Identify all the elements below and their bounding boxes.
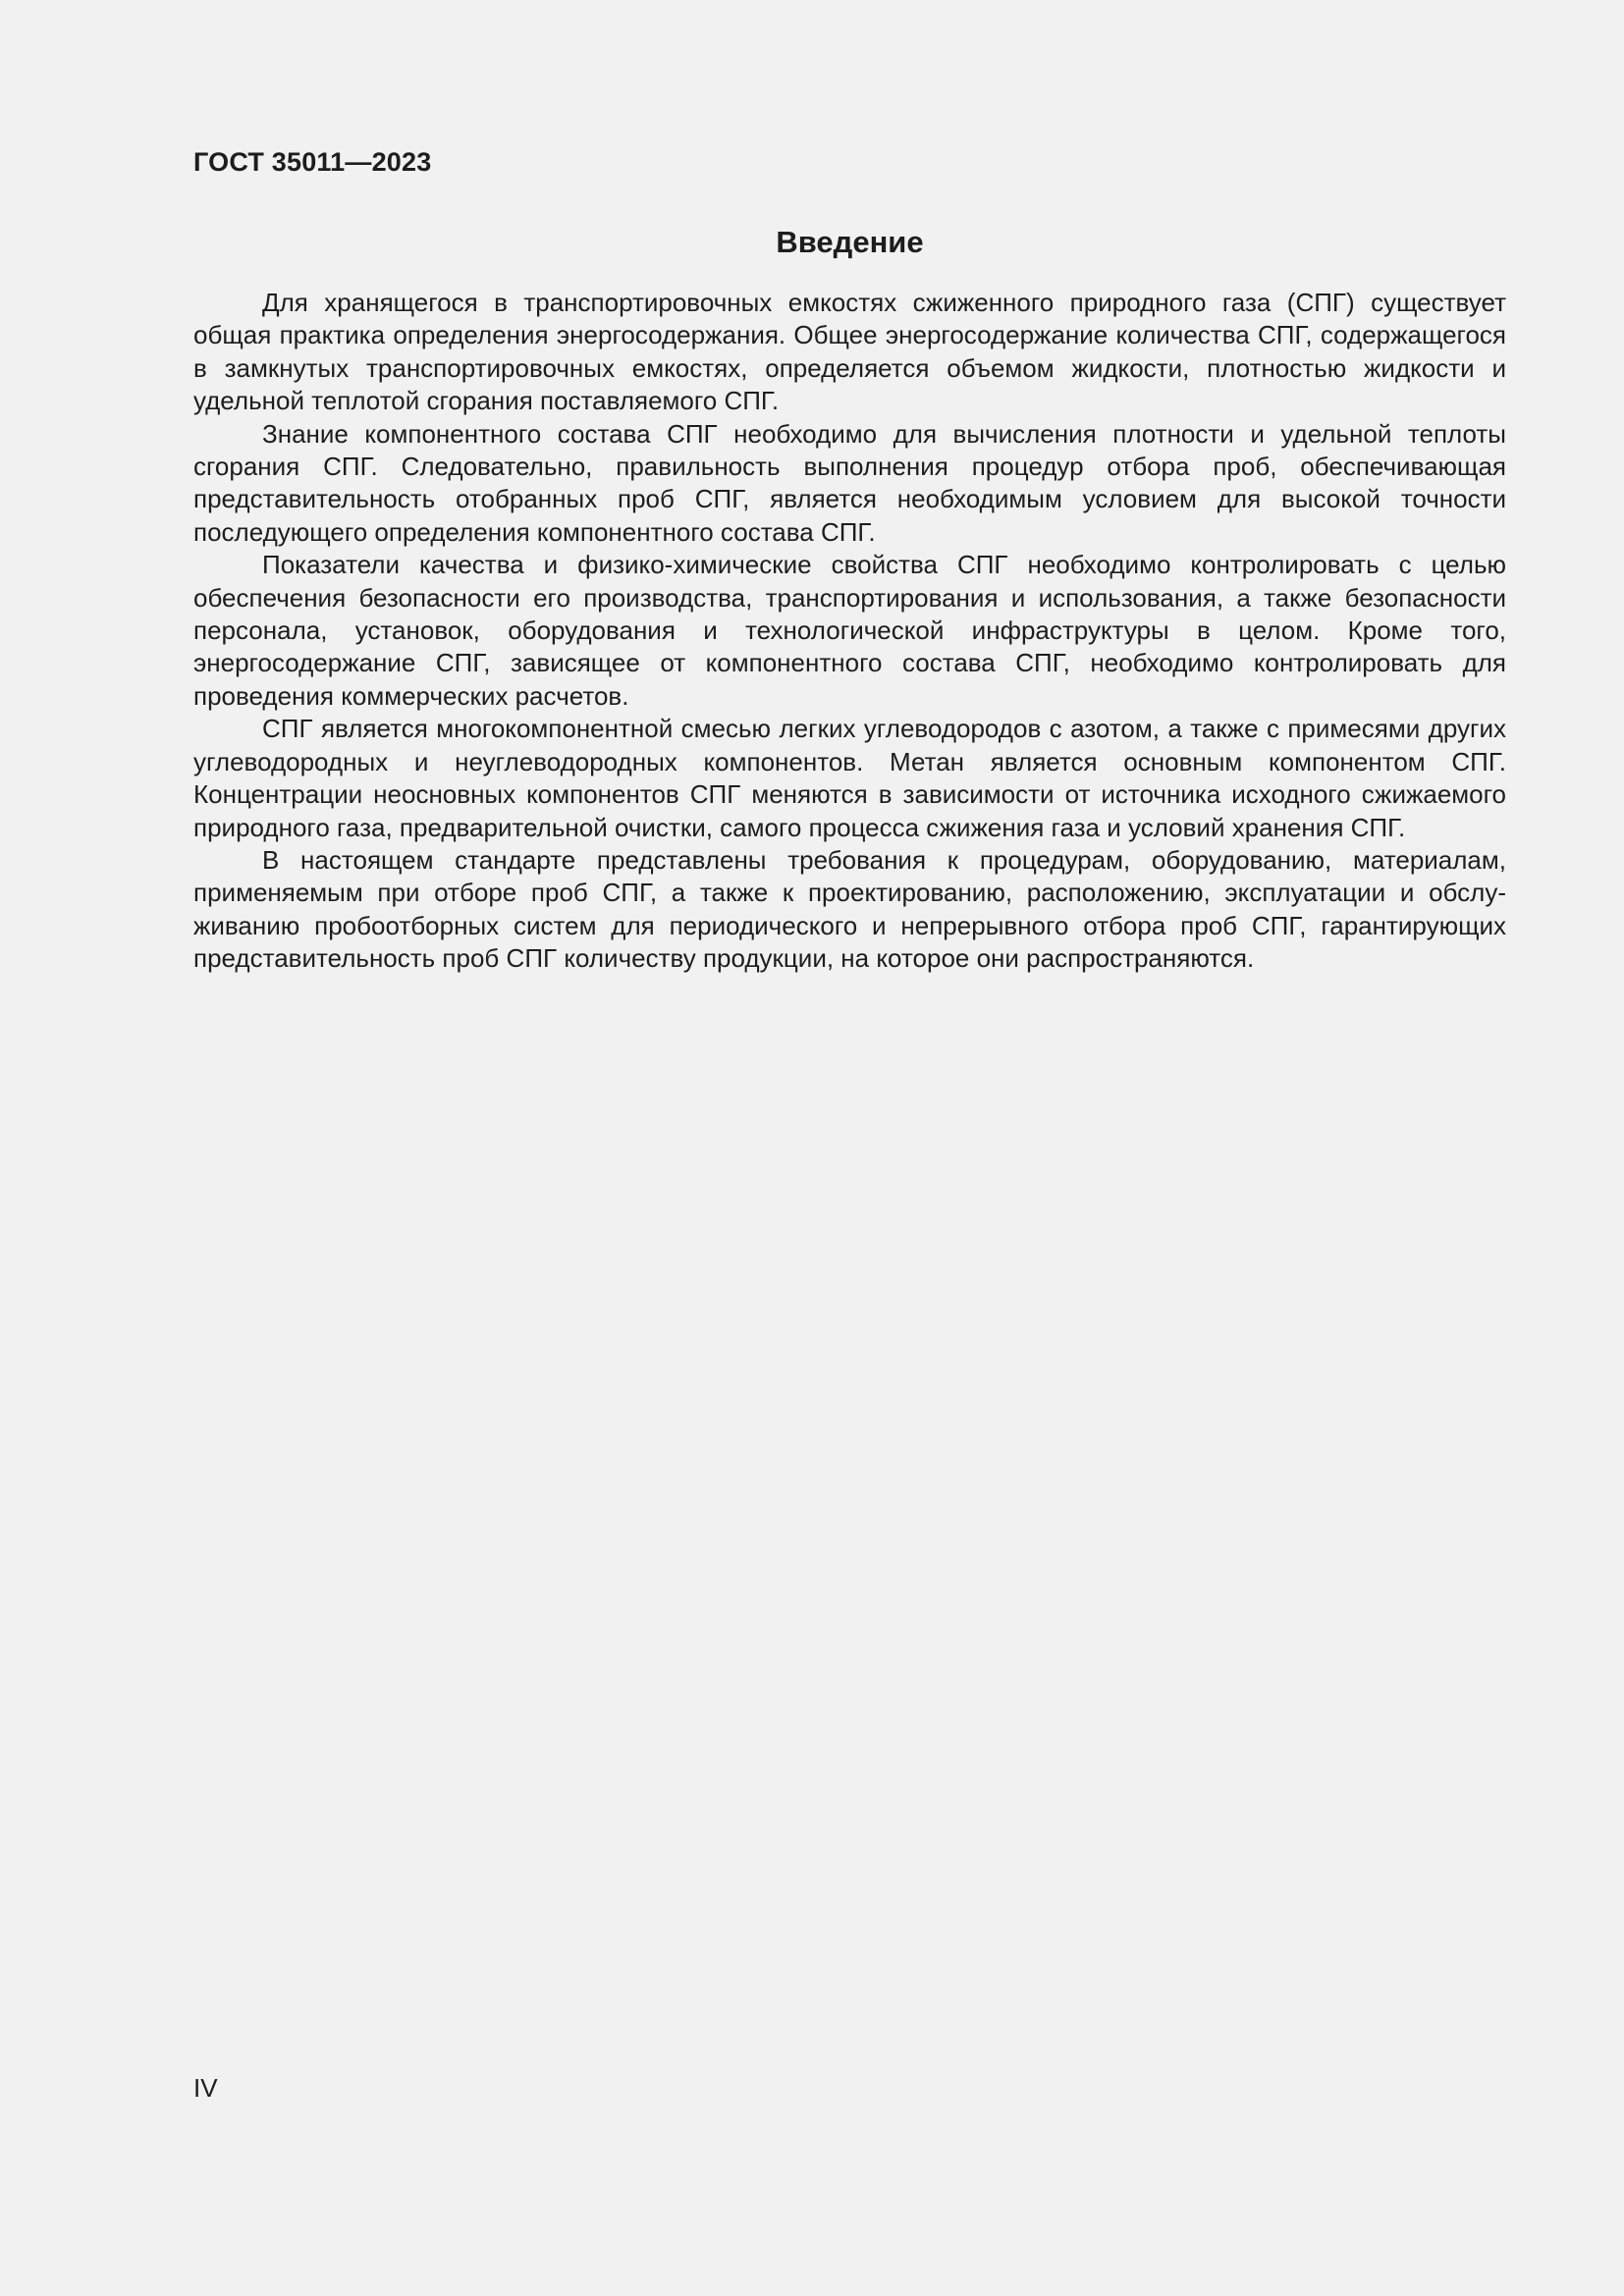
- page-number: IV: [193, 2073, 218, 2103]
- section-title: Введение: [776, 225, 924, 259]
- document-header: ГОСТ 35011—2023: [193, 147, 432, 177]
- paragraph-3: Показатели качества и физико-химические свойства СПГ необходимо контролировать с целью обеспечения безопасности его производства, транспортирования и использования, а также безопасности персонала, установок, оборудования и технологической инфраструктуры в целом. Кроме того, энергосодержание СПГ, зависящее от компонентного состава СПГ, необходимо контролировать для проведения коммерческих расчетов.: [193, 550, 1506, 711]
- paragraph-4: СПГ является многокомпонентной смесью легких углеводородов с азотом, а также с примесями других углеводородных и неуглеводородных компонентов. Метан является основным компонентом СПГ. Концентрации неосновных компонентов СПГ меняются в зависимости от источника исходного сжижаемого природного газа, предварительной очистки, самого процесса сжижения газа и условий хранения СПГ.: [193, 714, 1506, 842]
- paragraph-2: Знание компонентного состава СПГ необходимо для вычисления плотности и удельной теплоты сгорания СПГ. Следовательно, правильность выполнения процедур отбора проб, обеспечивающая представительность отобранных проб СПГ, является необходимым условием для высокой точности последующего определения компонентного состава СПГ.: [193, 418, 1506, 547]
- paragraph-5: В настоящем стандарте представлены требования к процедурам, оборудованию, материалам, применяемым при отборе проб СПГ, а также к проектированию, расположению, эксплуатации и обслуживанию пробоотборных систем для периодического и непрерывного отбора проб СПГ, гарантирующих представительность проб СПГ количеству продукции, на которое они распространяются.: [193, 844, 1506, 974]
- introduction-body: [193, 287, 1506, 976]
- paragraph-1: Для хранящегося в транспортировочных емкостях сжиженного природного газа (СПГ) существует общая практика определения энергосодержания. Общее энергосодержание количества СПГ, содержащегося в замкнутых транспортировочных емкостях, определяется объемом жидкости, плотностью жидкости и удельной теплотой сгорания поставляемого СПГ.: [193, 288, 1506, 416]
